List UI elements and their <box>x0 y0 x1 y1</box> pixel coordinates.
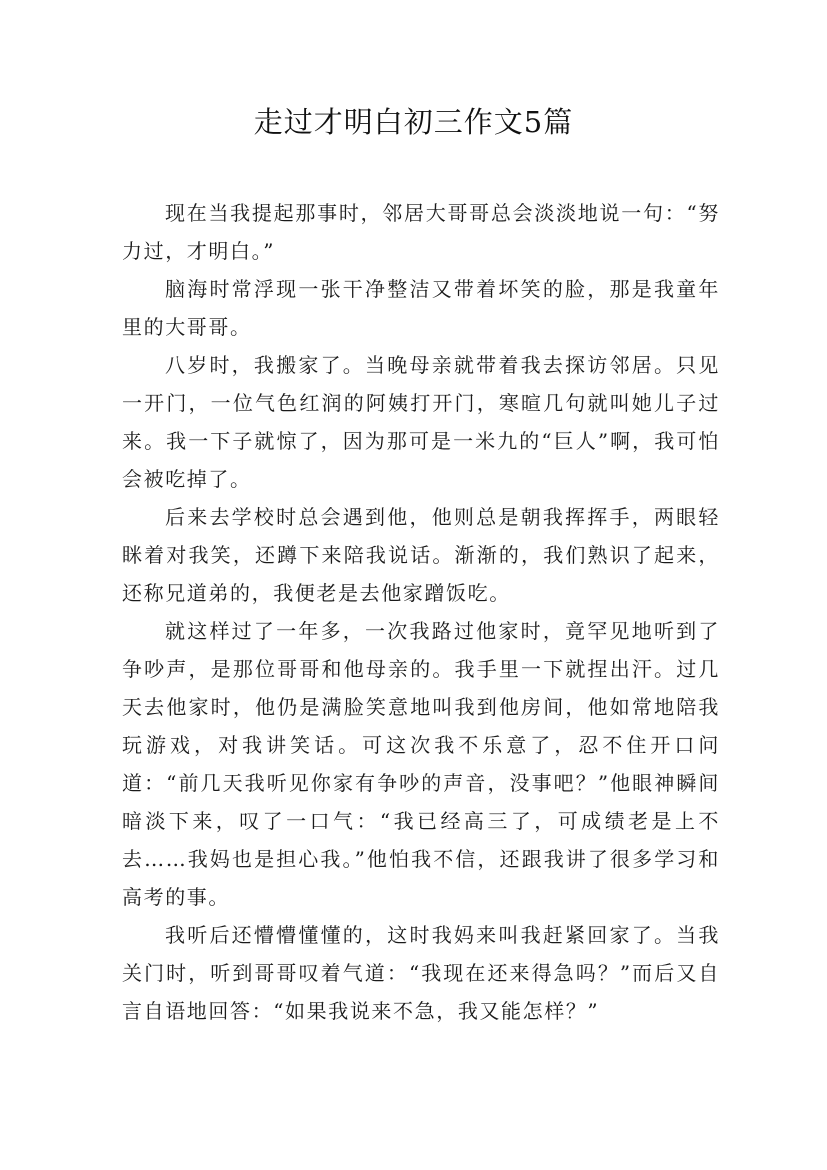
paragraph-1: 现在当我提起那事时，邻居大哥哥总会淡淡地说一句：“努力过，才明白。” <box>122 201 720 263</box>
paragraph-4: 后来去学校时总会遇到他，他则总是朝我挥挥手，两眼轻眯着对我笑，还蹲下来陪我说话。渐渐的，我们熟识了起来，还称兄道弟的，我便老是去他家蹭饭吃。 <box>122 505 720 605</box>
document-body <box>122 194 720 1030</box>
paragraph-5: 就这样过了一年多，一次我路过他家时，竟罕见地听到了争吵声，是那位哥哥和他母亲的。我手里一下就捏出汗。过几天去他家时，他仍是满脸笑意地叫我到他房间，他如常地陪我玩游戏，对我讲笑话。可这次我不乐意了，忍不住开口问道：“前几天我听见你家有争吵的声音，没事吧？”他眼神瞬间暗淡下来，叹了一口气：“我已经高三了，可成绩老是上不去……我妈也是担心我。”他怕我不信，还跟我讲了很多学习和高考的事。 <box>122 619 720 909</box>
document-title: 走过才明白初三作文5篇 <box>253 105 574 139</box>
paragraph-2: 脑海时常浮现一张干净整洁又带着坏笑的脸，那是我童年里的大哥哥。 <box>122 277 720 339</box>
paragraph-3: 八岁时，我搬家了。当晚母亲就带着我去探访邻居。只见一开门，一位气色红润的阿姨打开门，寒暄几句就叫她儿子过来。我一下子就惊了，因为那可是一米九的“巨人”啊，我可怕会被吃掉了。 <box>122 353 720 491</box>
paragraph-6: 我听后还懵懵懂懂的，这时我妈来叫我赶紧回家了。当我关门时，听到哥哥叹着气道：“我现在还来得急吗？”而后又自言自语地回答：“如果我说来不急，我又能怎样？” <box>122 923 720 1023</box>
